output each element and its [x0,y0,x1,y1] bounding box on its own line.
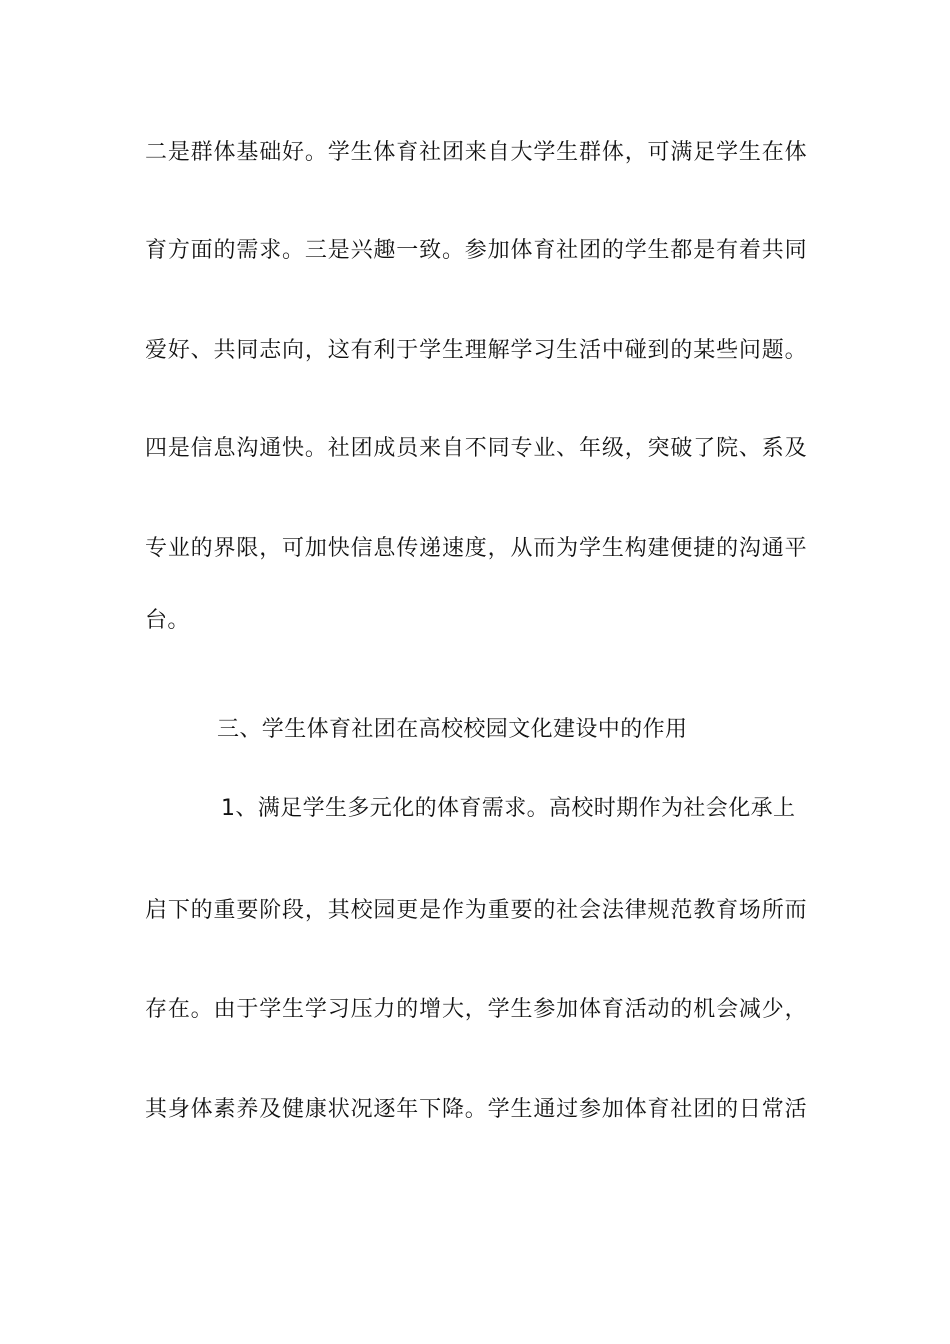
paragraph-line: 育方面的需求。三是兴趣一致。参加体育社团的学生都是有着共同 [145,238,807,263]
paragraph-line: 爱好、共同志向，这有利于学生理解学习生活中碰到的某些问题。 [145,338,807,363]
paragraph-line: 专业的界限，可加快信息传递速度，从而为学生构建便捷的沟通平 [145,536,807,561]
paragraph-line: 四是信息沟通快。社团成员来自不同专业、年级，突破了院、系及 [145,436,807,461]
paragraph-line [145,794,807,824]
section-heading: 三、学生体育社团在高校校园文化建设中的作用 [217,717,688,742]
paragraph-line: 启下的重要阶段，其校园更是作为重要的社会法律规范教育场所而 [145,898,807,923]
paragraph-line: 其身体素养及健康状况逐年下降。学生通过参加体育社团的日常活 [145,1097,807,1122]
paragraph-line: 台。 [145,608,190,633]
paragraph-line: 二是群体基础好。学生体育社团来自大学生群体，可满足学生在体 [145,140,807,165]
paragraph-line: 存在。由于学生学习压力的增大，学生参加体育活动的机会减少， [145,997,807,1022]
paragraph-line-text: 1、满足学生多元化的体育需求。高校时期作为社会化承上 [221,796,796,821]
